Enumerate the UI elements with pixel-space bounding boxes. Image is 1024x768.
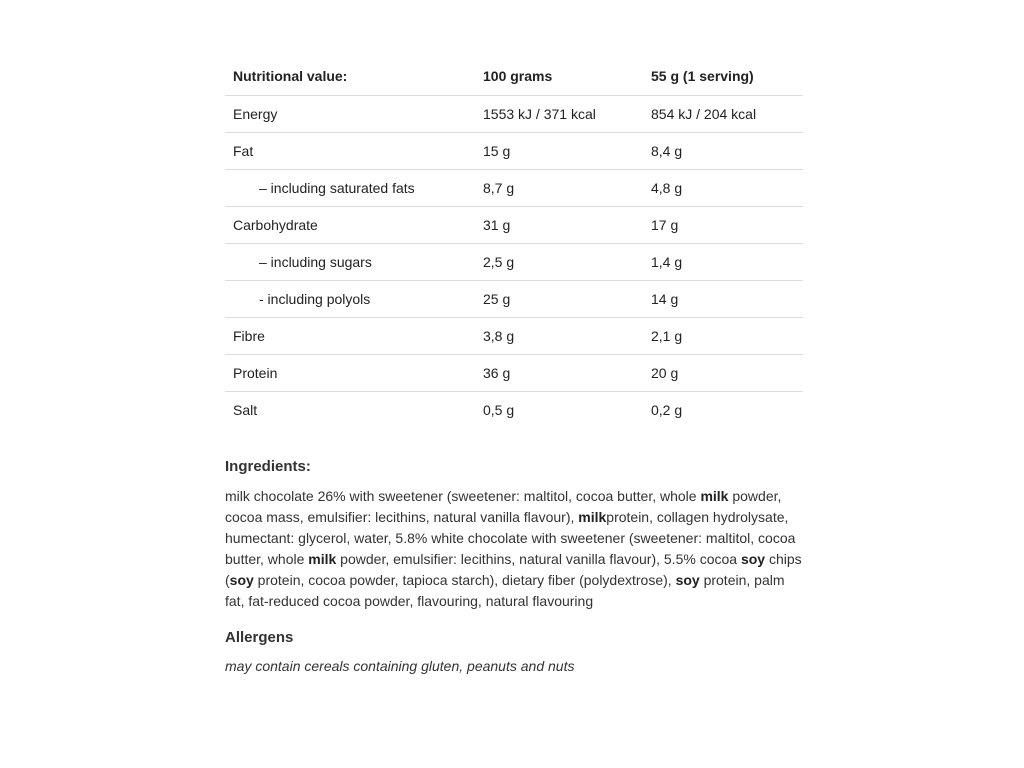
nutrient-label: Carbohydrate bbox=[225, 206, 475, 243]
ingredients-segment: protein, cocoa powder, tapioca starch), dietary fiber (polydextrose), bbox=[253, 572, 676, 588]
nutrient-label: Energy bbox=[225, 95, 475, 132]
allergen-highlight: soy bbox=[675, 572, 700, 588]
allergen-highlight: milk bbox=[308, 551, 337, 567]
table-row bbox=[225, 206, 803, 243]
value-per-100g: 31 g bbox=[475, 206, 643, 243]
value-per-serving: 17 g bbox=[643, 206, 803, 243]
table-row bbox=[225, 169, 803, 206]
ingredients-segment: powder, emulsifier: lecithins, natural vanilla flavour), 5.5% cocoa bbox=[336, 551, 741, 567]
header-100-grams: 100 grams bbox=[475, 58, 643, 95]
value-per-serving: 0,2 g bbox=[651, 401, 683, 418]
nutrition-table bbox=[225, 58, 803, 428]
value-per-100g: 1553 kJ / 371 kcal bbox=[475, 95, 643, 132]
ingredients-segment: powder, cocoa mass, emulsifier: lecithins, natural vanilla flavour), bbox=[225, 488, 782, 525]
allergen-highlight: soy bbox=[229, 572, 254, 588]
nutrient-label: - including polyols bbox=[225, 280, 475, 317]
table-row bbox=[225, 132, 803, 169]
value-per-100g: 36 g bbox=[475, 354, 643, 391]
value-per-serving: 8,4 g bbox=[643, 132, 803, 169]
header-serving: 55 g (1 serving) bbox=[643, 58, 803, 95]
nutrient-label: Fat bbox=[225, 132, 475, 169]
allergen-highlight: milk bbox=[700, 488, 729, 504]
table-row bbox=[225, 354, 803, 391]
ingredients-title: Ingredients: bbox=[225, 458, 311, 475]
value-per-100g: 25 g bbox=[475, 280, 643, 317]
nutrient-label: Protein bbox=[225, 354, 475, 391]
ingredients-text bbox=[225, 486, 805, 612]
table-header-row bbox=[225, 58, 803, 95]
ingredients-segment: protein, palm fat, fat-reduced cocoa powder, flavouring, natural flavouring bbox=[225, 572, 785, 609]
value-per-serving: 20 g bbox=[643, 354, 803, 391]
allergens-text: may contain cereals containing gluten, peanuts and nuts bbox=[225, 658, 575, 674]
nutrient-label: Fibre bbox=[225, 317, 475, 354]
ingredients-segment: chips ( bbox=[225, 551, 802, 588]
nutrient-label: Salt bbox=[233, 401, 258, 418]
value-per-100g: 0,5 g bbox=[483, 401, 515, 418]
value-per-serving: 1,4 g bbox=[643, 243, 803, 280]
table-row bbox=[225, 95, 803, 132]
table-row bbox=[225, 280, 803, 317]
ingredients-segment: milk chocolate 26% with sweetener (sweetener: maltitol, cocoa butter, whole bbox=[225, 488, 701, 504]
header-nutritional-value: Nutritional value: bbox=[225, 58, 475, 95]
value-per-100g: 3,8 g bbox=[475, 317, 643, 354]
product-info bbox=[225, 58, 803, 674]
value-per-100g: 15 g bbox=[475, 132, 643, 169]
nutrient-label: – including saturated fats bbox=[225, 169, 475, 206]
table-row bbox=[225, 317, 803, 354]
allergen-highlight: milk bbox=[578, 509, 607, 525]
value-per-100g: 8,7 g bbox=[475, 169, 643, 206]
ingredients-segment: protein, collagen hydrolysate, humectant: glycerol, water, 5.8% white chocolate with sweetener (sweetener: maltitol, cocoa butter, whole bbox=[225, 509, 796, 567]
value-per-serving: 2,1 g bbox=[643, 317, 803, 354]
nutrient-label: – including sugars bbox=[225, 243, 475, 280]
value-per-serving: 14 g bbox=[643, 280, 803, 317]
value-per-serving: 4,8 g bbox=[643, 169, 803, 206]
value-per-serving: 854 kJ / 204 kcal bbox=[643, 95, 803, 132]
table-row bbox=[225, 391, 803, 428]
allergens-title: Allergens bbox=[225, 629, 294, 646]
table-row bbox=[225, 243, 803, 280]
nutrition-table-body bbox=[225, 95, 803, 428]
allergen-highlight: soy bbox=[740, 551, 766, 567]
value-per-100g: 2,5 g bbox=[475, 243, 643, 280]
